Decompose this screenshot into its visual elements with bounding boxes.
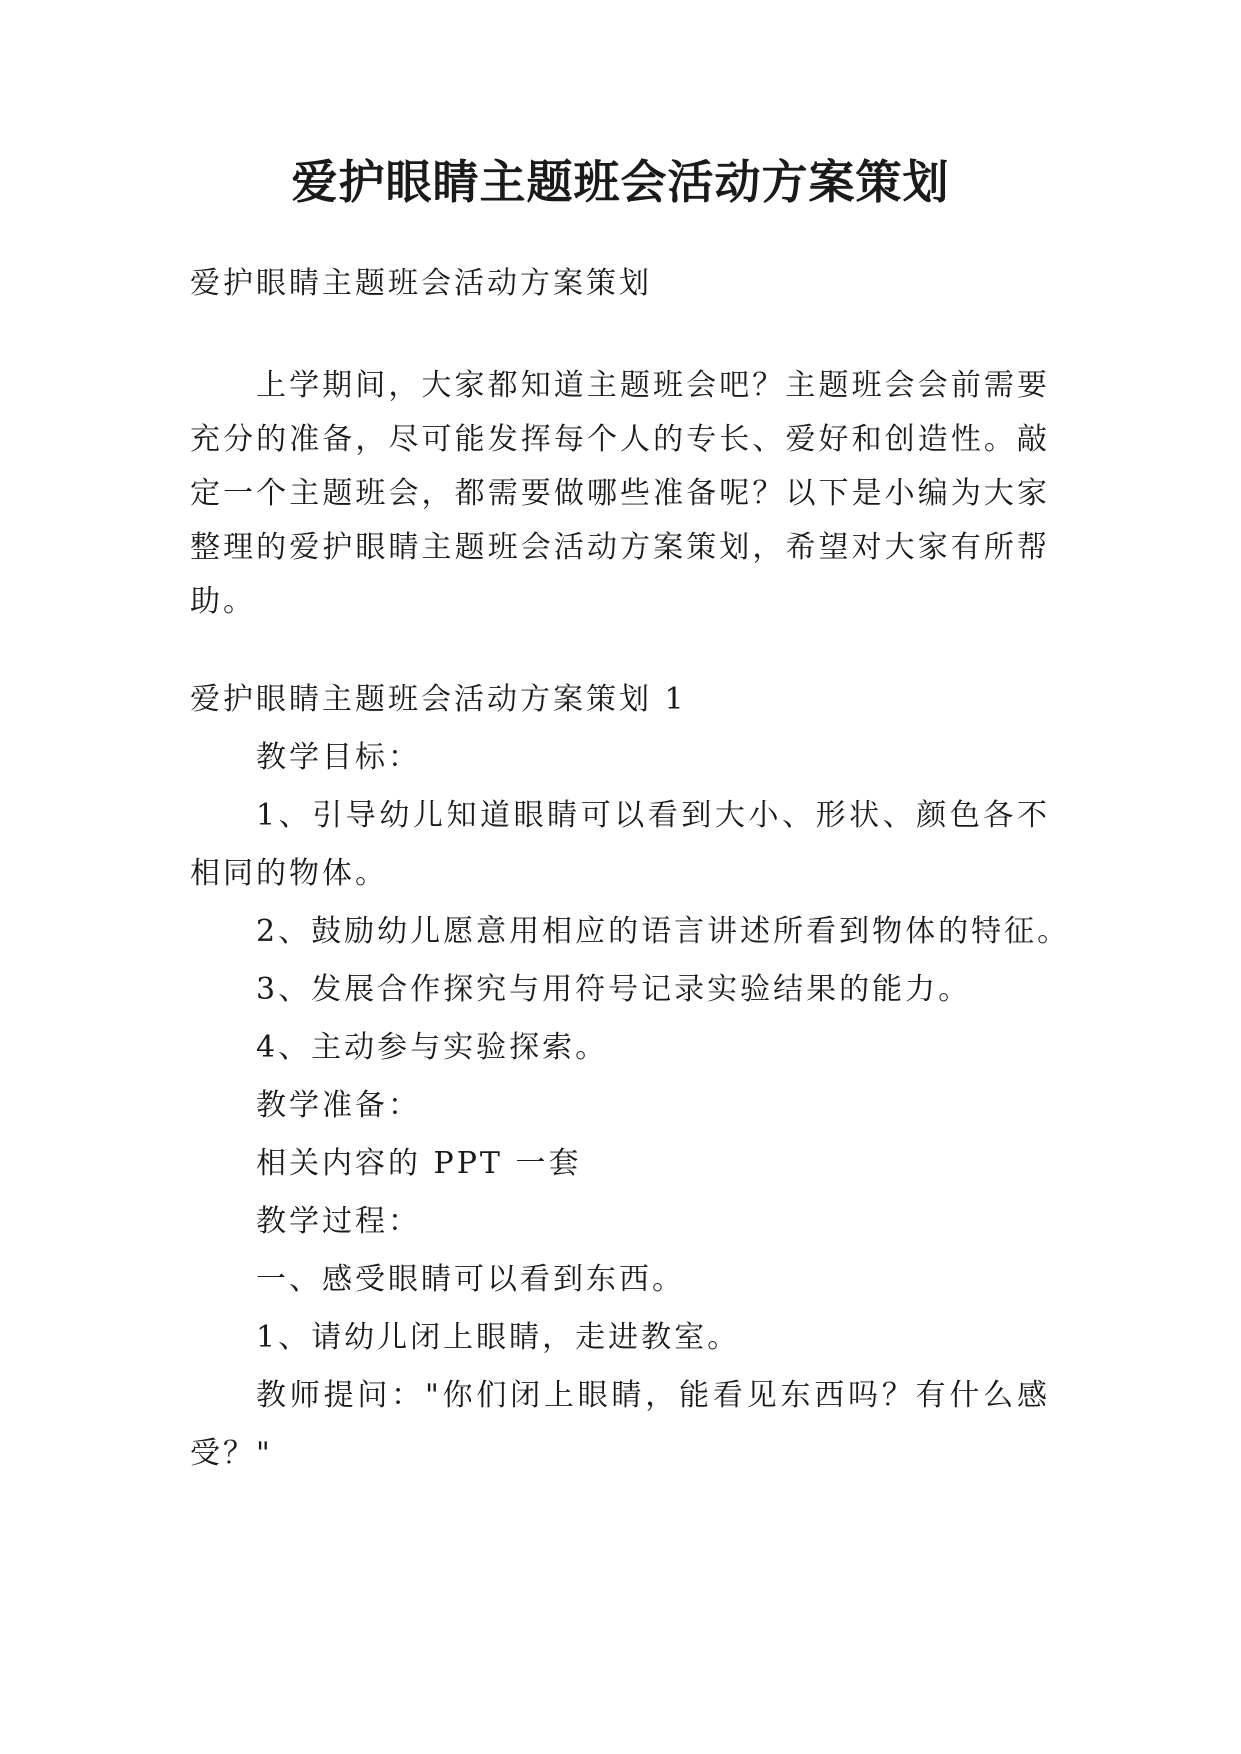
- teacher-question-line-1: 教师提问："你们闭上眼睛，能看见东西吗？有什么感: [256, 1378, 1050, 1413]
- goal-1-line-1: 1、引导幼儿知道眼睛可以看到大小、形状、颜色各不: [256, 798, 1050, 833]
- step-one-item-1: 1、请幼儿闭上眼睛，走进教室。: [256, 1320, 741, 1355]
- goal-2: 2、鼓励幼儿愿意用相应的语言讲述所看到物体的特征。: [256, 914, 1071, 949]
- goal-4: 4、主动参与实验探索。: [256, 1030, 609, 1065]
- document-subtitle: 爱护眼睛主题班会活动方案策划: [190, 266, 652, 301]
- document-title: 爱护眼睛主题班会活动方案策划: [291, 155, 950, 209]
- process-label: 教学过程：: [256, 1204, 421, 1239]
- goals-label: 教学目标：: [256, 740, 421, 775]
- teacher-question-line-2: 受？": [190, 1436, 273, 1471]
- step-one: 一、感受眼睛可以看到东西。: [256, 1262, 685, 1297]
- prep-item: 相关内容的 PPT 一套: [256, 1146, 582, 1181]
- goal-3: 3、发展合作探究与用符号记录实验结果的能力。: [256, 972, 972, 1007]
- intro-line-1: 上学期间，大家都知道主题班会吧？主题班会会前需要: [256, 368, 1050, 403]
- intro-line-5: 助。: [190, 584, 256, 619]
- intro-line-2: 充分的准备，尽可能发挥每个人的专长、爱好和创造性。敲: [190, 422, 1050, 457]
- prep-label: 教学准备：: [256, 1088, 421, 1123]
- section-heading: 爱护眼睛主题班会活动方案策划 1: [190, 682, 687, 717]
- intro-line-4: 整理的爱护眼睛主题班会活动方案策划，希望对大家有所帮: [190, 530, 1050, 565]
- intro-line-3: 定一个主题班会，都需要做哪些准备呢？以下是小编为大家: [190, 476, 1050, 511]
- goal-1-line-2: 相同的物体。: [190, 856, 388, 891]
